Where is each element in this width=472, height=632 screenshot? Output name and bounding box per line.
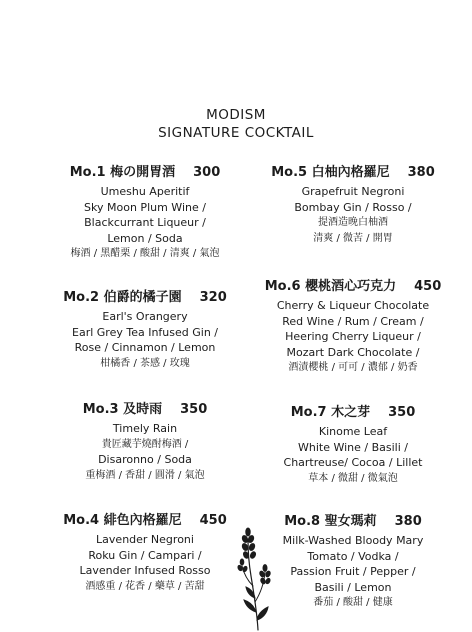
- ingredient-line: Sky Moon Plum Wine /: [84, 200, 206, 214]
- ingredient-line: White Wine / Basili /: [298, 440, 408, 454]
- ingredient-line: Lemon / Soda: [107, 231, 183, 245]
- cocktail-name: Mo.6 櫻桃酒心巧克力: [264, 279, 397, 294]
- cocktail-price: 380: [394, 514, 422, 529]
- ingredient-line: Lavender Infused Rosso: [79, 564, 211, 577]
- cocktail-price: 350: [180, 402, 208, 417]
- cocktail-name: Mo.7 木之芽: [290, 405, 371, 420]
- cocktail-item: [243, 277, 463, 376]
- ingredient-line: Blackcurrant Liqueur /: [84, 216, 206, 229]
- ingredient-line: Mozart Dark Chocolate /: [286, 345, 420, 359]
- ingredient-line: Heering Cherry Liqueur /: [285, 330, 421, 343]
- cocktail-item: [243, 163, 463, 246]
- cocktail-item: [35, 400, 255, 483]
- flavor-tags: 清爽 / 微苦 / 開胃: [313, 232, 393, 244]
- cocktail-name: Mo.1 梅の開胃酒: [69, 165, 176, 180]
- flavor-tags: 酒漬櫻桃 / 可可 / 濃郁 / 奶香: [288, 362, 418, 373]
- ingredient-line: Basili / Lemon: [314, 580, 392, 594]
- flavor-tags: 番茄 / 酸甜 / 健康: [313, 597, 393, 608]
- ingredient-line: 貴匠藏芋燒酎梅酒 /: [101, 438, 189, 450]
- cocktail-name: Mo.3 及時雨: [82, 402, 163, 417]
- cocktail-item: [35, 288, 255, 371]
- ingredient-line: Passion Fruit / Pepper /: [290, 565, 416, 578]
- cocktail-price: 380: [407, 165, 435, 180]
- cocktail-item: [35, 511, 255, 594]
- english-name: Cherry & Liqueur Chocolate: [276, 299, 430, 312]
- cocktail-price: 450: [414, 279, 442, 294]
- english-name: Grapefruit Negroni: [301, 185, 405, 198]
- english-name: Lavender Negroni: [96, 533, 194, 546]
- brand-name: MODISM: [206, 107, 266, 123]
- cocktail-name: Mo.5 白柚內格羅尼: [271, 165, 390, 180]
- menu-header: [0, 106, 472, 142]
- english-name: Umeshu Aperitif: [100, 185, 190, 198]
- english-name: Kinome Leaf: [318, 425, 388, 438]
- cocktail-price: 300: [193, 165, 221, 180]
- ingredient-line: Earl Grey Tea Infused Gin /: [72, 325, 218, 339]
- cocktail-price: 450: [199, 513, 227, 528]
- english-name: Milk-Washed Bloody Mary: [282, 534, 424, 547]
- cocktail-price: 320: [199, 290, 227, 305]
- ingredient-line: Roku Gin / Campari /: [88, 548, 202, 562]
- english-name: Timely Rain: [112, 422, 178, 435]
- flavor-tags: 重梅酒 / 香甜 / 圓滑 / 氣泡: [85, 469, 205, 481]
- ingredient-line: Rose / Cinnamon / Lemon: [74, 341, 216, 354]
- flavor-tags: 梅酒 / 黑醋栗 / 酸甜 / 清爽 / 氣泡: [70, 248, 220, 259]
- lavender-sprig-icon: [236, 524, 276, 632]
- menu-subtitle: SIGNATURE COCKTAIL: [158, 125, 314, 141]
- flavor-tags: 草本 / 微甜 / 微氣泡: [308, 472, 398, 484]
- ingredient-line: Chartreuse/ Cocoa / Lillet: [283, 456, 423, 469]
- cocktail-name: Mo.2 伯爵的橘子園: [63, 290, 182, 305]
- cocktail-item: [243, 512, 463, 611]
- cocktail-item: [243, 403, 463, 486]
- ingredient-line: Disaronno / Soda: [98, 453, 192, 466]
- ingredient-line: Tomato / Vodka /: [307, 549, 399, 563]
- cocktail-item: [35, 163, 255, 262]
- flavor-tags: 酒感重 / 花香 / 藥草 / 苦甜: [85, 580, 205, 592]
- ingredient-line: 提酒造晚白柚酒: [318, 217, 388, 228]
- ingredient-line: Bombay Gin / Rosso /: [294, 200, 412, 214]
- cocktail-name: Mo.4 緋色內格羅尼: [63, 513, 182, 528]
- flavor-tags: 柑橘香 / 茶感 / 玫瑰: [100, 357, 190, 369]
- ingredient-line: Red Wine / Rum / Cream /: [282, 314, 424, 328]
- cocktail-name: Mo.8 聖女瑪莉: [284, 514, 377, 529]
- cocktail-price: 350: [388, 405, 416, 420]
- english-name: Earl's Orangery: [102, 310, 188, 323]
